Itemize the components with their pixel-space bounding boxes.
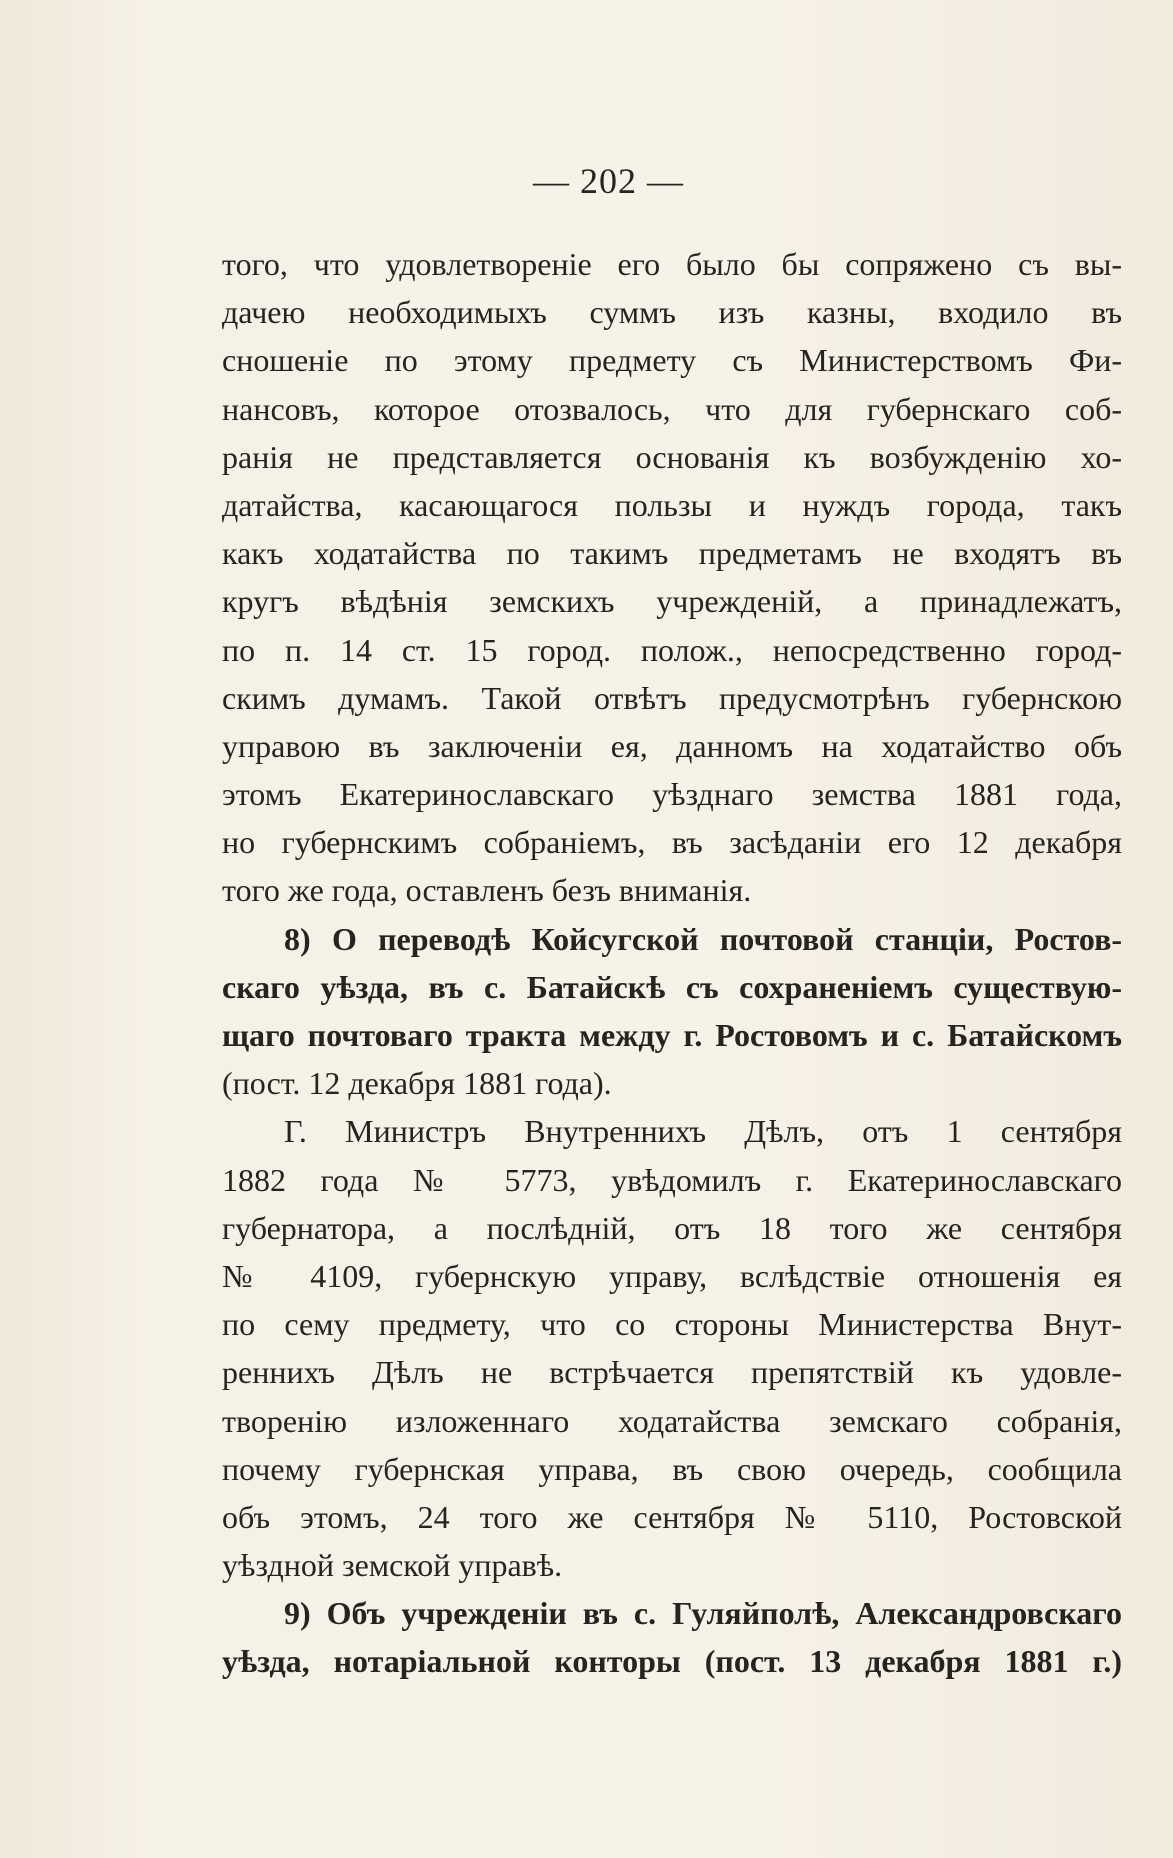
text-line — [222, 481, 1122, 529]
text-line — [222, 240, 1122, 288]
text-line — [222, 915, 1122, 963]
text-line-content: сношеніе по этому предмету съ Министерствомъ Фи- — [222, 342, 1122, 379]
text-line — [222, 1156, 1122, 1204]
text-line-content: щаго почтоваго тракта между г. Ростовомъ и с. Батайскомъ — [222, 1017, 1122, 1053]
text-line — [222, 433, 1122, 481]
text-line — [222, 1107, 1122, 1155]
body-text — [222, 240, 1122, 1686]
text-line-content: уѣздной земской управѣ. — [222, 1547, 563, 1584]
text-line-content: управою въ заключеніи ея, данномъ на ходатайство объ — [222, 727, 1122, 764]
text-line — [222, 722, 1122, 770]
text-line-content: 8) О переводѣ Койсугской почтовой станціи, Ростов- — [284, 920, 1122, 957]
page-number: — 202 — — [533, 161, 684, 201]
text-line-content: этомъ Екатеринославскаго уѣзднаго земства 1881 года, — [222, 776, 1122, 813]
text-line-content: того же года, оставленъ безъ вниманія. — [222, 872, 752, 909]
text-line — [222, 385, 1122, 433]
text-line-content: по п. 14 ст. 15 город. полож., непосредственно город- — [222, 631, 1122, 668]
text-line-content: 1882 года № 5773, увѣдомилъ г. Екатеринославскаго — [222, 1161, 1122, 1198]
text-line-content: но губернскимъ собраніемъ, въ засѣданіи его 12 декабря — [222, 824, 1122, 861]
text-line — [222, 770, 1122, 818]
text-line — [222, 866, 1122, 914]
text-line — [222, 336, 1122, 384]
text-line — [222, 1589, 1122, 1637]
text-line — [222, 1011, 1122, 1059]
text-line-content: № 4109, губернскую управу, вслѣдствіе отношенія ея — [222, 1257, 1122, 1294]
text-line-content: творенію изложеннаго ходатайства земскаго собранія, — [222, 1402, 1122, 1439]
text-line — [222, 1541, 1122, 1589]
text-line-content: датайства, касающагося пользы и нуждъ города, такъ — [222, 486, 1122, 523]
text-line — [222, 577, 1122, 625]
text-line — [222, 963, 1122, 1011]
text-line — [222, 674, 1122, 722]
text-line — [222, 1493, 1122, 1541]
text-line-content: кругъ вѣдѣнія земскихъ учрежденій, а принадлежатъ, — [222, 583, 1122, 620]
text-line — [222, 1445, 1122, 1493]
text-line — [222, 529, 1122, 577]
text-line-content: по сему предмету, что со стороны Министерства Внут- — [222, 1306, 1122, 1343]
text-line-content: ранія не представляется основанія къ возбужденію хо- — [222, 438, 1122, 475]
text-line-content: реннихъ Дѣлъ не встрѣчается препятствій къ удовле- — [222, 1354, 1122, 1391]
text-line-content: скаго уѣзда, въ с. Батайскѣ съ сохраненіемъ существую- — [222, 968, 1122, 1005]
text-line-content: того, что удовлетвореніе его было бы сопряжено съ вы- — [222, 246, 1122, 282]
text-line — [222, 288, 1122, 336]
text-line — [222, 1204, 1122, 1252]
text-line — [222, 1637, 1122, 1685]
text-line-content: почему губернская управа, въ свою очередь, сообщила — [222, 1450, 1122, 1487]
text-line — [222, 818, 1122, 866]
text-line — [222, 1397, 1122, 1445]
text-line-content: (пост. 12 декабря 1881 года). — [222, 1065, 612, 1102]
text-line-content: объ этомъ, 24 того же сентября № 5110, Ростовской — [222, 1498, 1122, 1535]
text-line-content: Г. Министръ Внутреннихъ Дѣлъ, отъ 1 сентября — [284, 1113, 1122, 1150]
text-line-content: 9) Объ учрежденіи въ с. Гуляйполѣ, Александровскаго — [284, 1595, 1122, 1632]
text-line-content: скимъ думамъ. Такой отвѣтъ предусмотрѣнъ губернскою — [222, 679, 1122, 716]
text-line-content: дачею необходимыхъ суммъ изъ казны, входило въ — [222, 294, 1122, 331]
text-line-content: какъ ходатайства по такимъ предметамъ не входятъ въ — [222, 535, 1122, 572]
text-line — [222, 1252, 1122, 1300]
text-line — [222, 1348, 1122, 1396]
text-line-content: уѣзда, нотаріальной конторы (пост. 13 декабря 1881 г.) — [222, 1643, 1122, 1680]
text-line — [222, 1059, 1122, 1107]
text-line-content: нансовъ, которое отозвалось, что для губернскаго соб- — [222, 390, 1122, 427]
text-line — [222, 1300, 1122, 1348]
text-line-content: губернатора, а послѣдній, отъ 18 того же сентября — [222, 1209, 1122, 1246]
text-line — [222, 626, 1122, 674]
